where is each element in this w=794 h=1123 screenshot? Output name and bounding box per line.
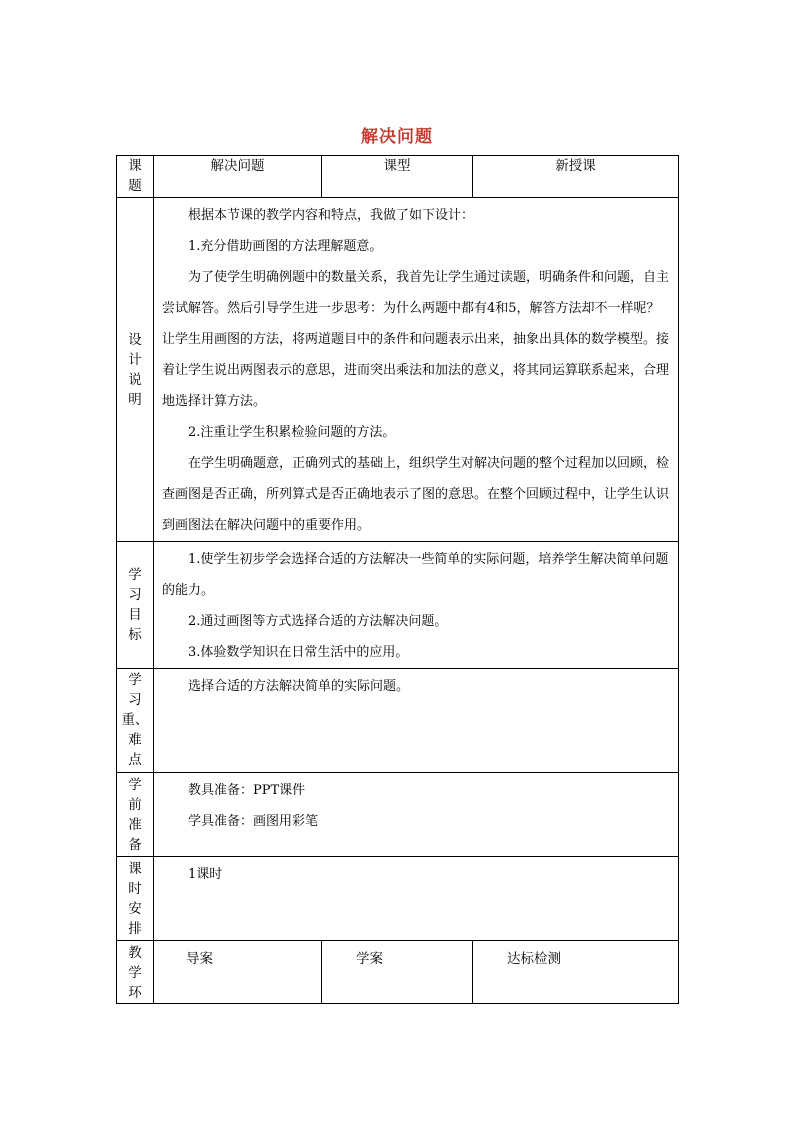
design-content (154, 198, 679, 542)
label-topic: 课 题 (117, 156, 154, 198)
row-process (117, 941, 679, 1004)
page-title: 解决问题 (361, 127, 433, 147)
process-col-study: 学案 (322, 941, 473, 1004)
row-topic (117, 156, 679, 198)
objective-item: 2.通过画图等方式选择合适的方法解决问题。 (188, 614, 448, 629)
row-schedule (117, 857, 679, 941)
type-value: 新授课 (473, 156, 679, 198)
topic-value: 解决问题 (154, 156, 322, 198)
label-preparation: 学 前 准 备 (117, 773, 154, 857)
row-key-points (117, 669, 679, 773)
design-paragraph: 为了使学生明确例题中的数量关系，我首先让学生通过读题，明确条件和问题，自主尝试解答。然后引导学生进一步思考：为什么两题中都有4和5，解答方法却不一样呢？让学生用画图的方法，将两道题目中的条件和问题表示出来，抽象出具体的数学模型。接着让学生说出两图表示的意思，进而突出乘法和加法的意义，将其同运算联系起来，合理地选择计算方法。 (162, 270, 670, 409)
schedule-text: 1课时 (188, 867, 223, 882)
design-paragraph: 根据本节课的教学内容和特点，我做了如下设计： (188, 208, 475, 223)
schedule-content (154, 857, 679, 941)
label-key-points: 学 习 重、 难 点 (117, 669, 154, 773)
objective-item: 3.体验数学知识在日常生活中的应用。 (188, 645, 409, 660)
row-design (117, 198, 679, 542)
preparation-item: 学具准备：画图用彩笔 (188, 814, 319, 829)
row-objectives (117, 542, 679, 669)
process-col-guide: 导案 (154, 941, 322, 1004)
objectives-content (154, 542, 679, 669)
design-paragraph: 1.充分借助画图的方法理解题意。 (188, 239, 383, 254)
preparation-content (154, 773, 679, 857)
key-points-content (154, 669, 679, 773)
type-label: 课型 (322, 156, 473, 198)
design-paragraph: 在学生明确题意，正确列式的基础上，组织学生对解决问题的整个过程加以回顾，检查画图是否正确，所列算式是否正确地表示了图的意思。在整个回顾过程中，让学生认识到画图法在解决问题中的重要作用。 (162, 456, 670, 533)
row-preparation (117, 773, 679, 857)
objective-item: 1.使学生初步学会选择合适的方法解决一些简单的实际问题，培养学生解决简单问题的能力。 (162, 552, 669, 598)
key-point-text: 选择合适的方法解决简单的实际问题。 (188, 679, 410, 694)
label-objectives: 学 习 目 标 (117, 542, 154, 669)
label-process: 教 学 环 (117, 941, 154, 1004)
design-paragraph: 2.注重让学生积累检验问题的方法。 (188, 425, 396, 440)
lesson-plan-table (116, 155, 679, 1004)
preparation-item: 教具准备：PPT课件 (188, 783, 306, 798)
process-col-test: 达标检测 (473, 941, 679, 1004)
label-schedule: 课 时 安 排 (117, 857, 154, 941)
label-design: 设 计 说 明 (117, 198, 154, 542)
